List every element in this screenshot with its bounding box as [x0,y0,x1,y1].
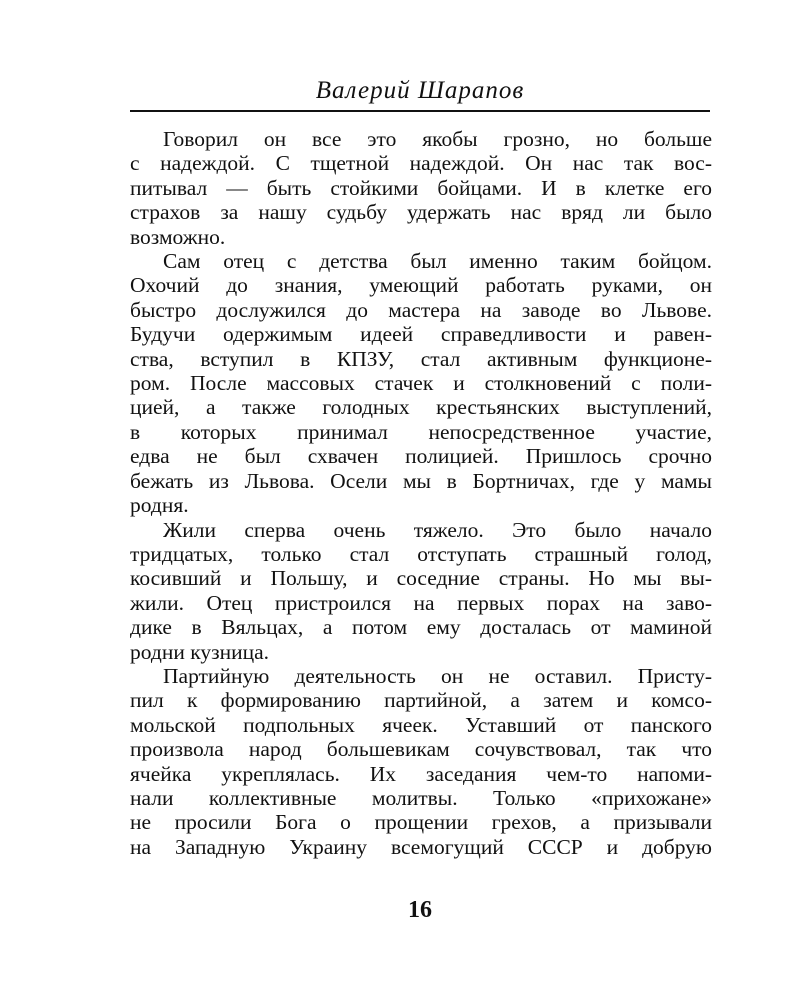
text-line: не просили Бога о прощении грехов, а призывали [130,810,712,835]
text-line: мольской подпольных ячеек. Уставший от панского [130,712,712,737]
text-line: Партийную деятельность он не оставил. Присту- [163,663,712,688]
text-line: жили. Отец пристроился на первых порах на заво- [130,590,712,615]
text-line: дике в Вяльцах, а потом ему досталась от маминой [130,615,712,640]
text-line: Говорил он все это якобы грозно, но больше [163,127,712,151]
text-line: Будучи одержимым идеей справедливости и равен- [130,322,712,347]
text-line: ячейка укреплялась. Их заседания чем-то напоми- [130,761,712,786]
text-line: произвола народ большевикам сочувствовал, так что [130,737,712,762]
body-text [130,127,712,859]
text-line: в которых принимал непосредственное участие, [130,419,712,444]
running-head-title: Валерий Шарапов [315,77,525,104]
text-line: страхов за нашу судьбу удержать нас вряд ли было [130,200,712,225]
text-line: родня. [130,493,189,518]
text-line: Сам отец с детства был именно таким бойцом. [163,249,712,274]
text-line: Жили сперва очень тяжело. Это было начало [163,517,712,542]
text-line: пил к формированию партийной, а затем и комсо- [130,688,712,713]
paragraph [130,518,712,664]
text-line: Охочий до знания, умеющий работать руками, он [130,273,712,298]
text-line: возможно. [130,224,226,249]
text-line: быстро дослужился до мастера на заводе во Львове. [130,297,712,322]
paragraph [130,127,712,249]
text-line: ром. После массовых стачек и столкновений с поли- [130,371,712,396]
paragraph [130,249,712,517]
text-line: цией, а также голодных крестьянских выступлений, [130,395,712,420]
text-line: с надеждой. С тщетной надеждой. Он нас так вос- [130,151,712,176]
page-number: 16 [408,897,432,923]
text-line: бежать из Львова. Осели мы в Бортничах, где у мамы [130,468,712,493]
text-line: нали коллективные молитвы. Только «прихожане» [130,785,712,810]
header-rule [130,110,710,112]
text-line: едва не был схвачен полицией. Пришлось срочно [130,444,712,469]
text-line: родни кузница. [130,639,270,664]
text-line: на Западную Украину всемогущий СССР и добрую [130,834,712,859]
text-line: ства, вступил в КПЗУ, стал активным функционе- [130,346,712,371]
paragraph [130,664,712,859]
text-line: питывал — быть стойкими бойцами. И в клетке его [130,175,712,200]
text-line: тридцатых, только стал отступать страшный голод, [130,541,712,566]
text-line: косивший и Польшу, и соседние страны. Но мы вы- [130,566,712,591]
